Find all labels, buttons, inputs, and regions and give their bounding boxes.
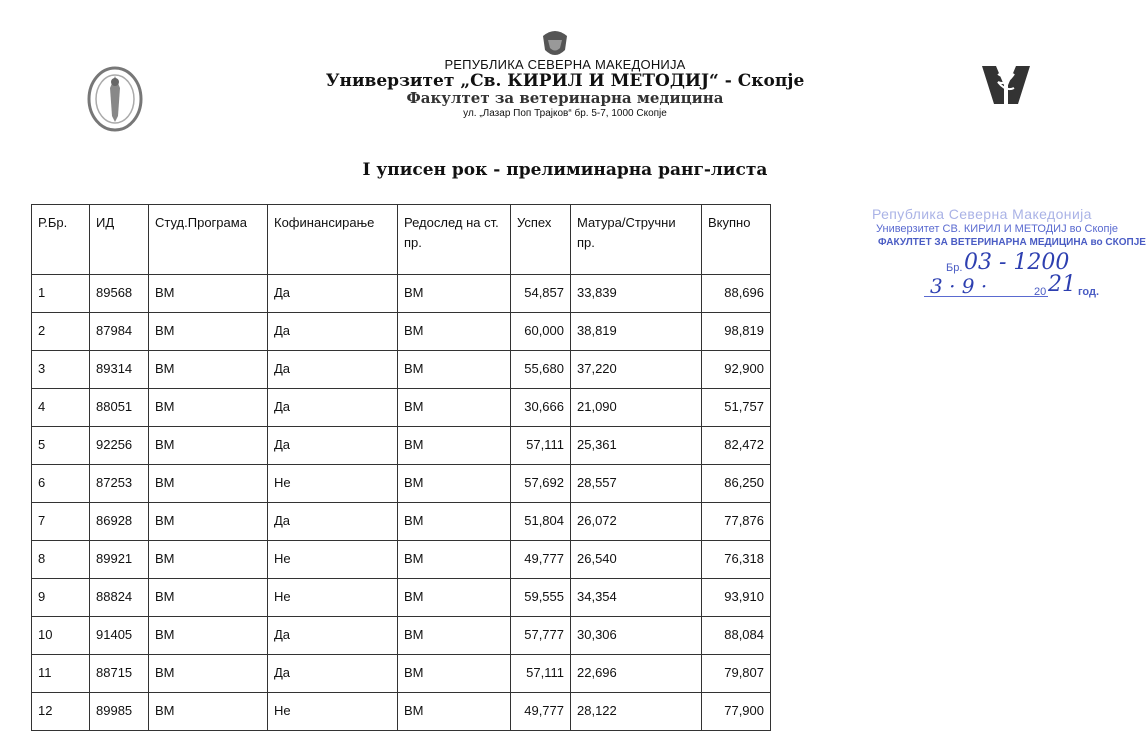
table-cell: 2 <box>32 313 90 351</box>
stamp-faculty: ФАКУЛТЕТ ЗА ВЕТЕРИНАРНА МЕДИЦИНА во СКОПЈЕ <box>878 237 1146 248</box>
table-cell: ВМ <box>149 693 268 731</box>
veterinary-caduceus-icon <box>978 62 1034 108</box>
table-cell: 98,819 <box>702 313 771 351</box>
table-cell: 10 <box>32 617 90 655</box>
table-row <box>32 655 771 693</box>
table-cell: ВМ <box>398 427 511 465</box>
table-row <box>32 351 771 389</box>
table-cell: 77,876 <box>702 503 771 541</box>
faculty-name: Факултет за ветеринарна медицина <box>406 89 724 107</box>
table-cell: ВМ <box>398 313 511 351</box>
table-cell: 88,696 <box>702 275 771 313</box>
stamp-year: 21 <box>1048 272 1076 297</box>
table-cell: 5 <box>32 427 90 465</box>
table-cell: Да <box>268 389 398 427</box>
table-cell: 26,540 <box>571 541 702 579</box>
table-row <box>32 465 771 503</box>
table-cell: 86928 <box>90 503 149 541</box>
table-row <box>32 313 771 351</box>
table-cell: 87984 <box>90 313 149 351</box>
stamp-number-label: Бр. <box>946 262 963 274</box>
table-cell: ВМ <box>398 579 511 617</box>
stamp-university: Универзитет СВ. КИРИЛ И МЕТОДИЈ во Скопје <box>876 223 1119 235</box>
table-cell: ВМ <box>149 617 268 655</box>
table-cell: 12 <box>32 693 90 731</box>
column-header: Матура/Стручни пр. <box>571 205 702 275</box>
ranking-table <box>31 204 771 731</box>
table-cell: 77,900 <box>702 693 771 731</box>
stamp-country: Република Северна Македонија <box>872 206 1092 222</box>
table-cell: Да <box>268 655 398 693</box>
stamp-date: 3 · 9 · <box>930 274 988 298</box>
table-cell: ВМ <box>149 465 268 503</box>
table-cell: 55,680 <box>511 351 571 389</box>
table-cell: 89985 <box>90 693 149 731</box>
table-cell: Не <box>268 579 398 617</box>
table-row <box>32 503 771 541</box>
table-cell: Да <box>268 617 398 655</box>
table-row <box>32 693 771 731</box>
table-cell: 33,839 <box>571 275 702 313</box>
table-row <box>32 389 771 427</box>
table-cell: ВМ <box>398 389 511 427</box>
university-seal-icon <box>86 66 144 132</box>
table-cell: 87253 <box>90 465 149 503</box>
column-header: Вкупно <box>702 205 771 275</box>
table-row <box>32 617 771 655</box>
table-cell: 76,318 <box>702 541 771 579</box>
table-cell: 3 <box>32 351 90 389</box>
table-cell: Да <box>268 427 398 465</box>
table-cell: 88715 <box>90 655 149 693</box>
table-cell: Не <box>268 465 398 503</box>
table-cell: 60,000 <box>511 313 571 351</box>
table-cell: 54,857 <box>511 275 571 313</box>
table-row <box>32 427 771 465</box>
table-row <box>32 275 771 313</box>
table-cell: 26,072 <box>571 503 702 541</box>
table-cell: ВМ <box>149 313 268 351</box>
table-cell: 92,900 <box>702 351 771 389</box>
table-cell: Не <box>268 693 398 731</box>
table-cell: 51,804 <box>511 503 571 541</box>
table-cell: 21,090 <box>571 389 702 427</box>
table-cell: 34,354 <box>571 579 702 617</box>
table-cell: ВМ <box>398 693 511 731</box>
table-cell: 11 <box>32 655 90 693</box>
table-cell: Да <box>268 351 398 389</box>
table-row <box>32 541 771 579</box>
table-cell: 57,111 <box>511 655 571 693</box>
table-cell: 93,910 <box>702 579 771 617</box>
table-row <box>32 579 771 617</box>
address: ул. „Лазар Поп Трајков“ бр. 5-7, 1000 Скопје <box>463 108 667 119</box>
table-cell: 49,777 <box>511 693 571 731</box>
stamp-year-prefix: 20 <box>1034 286 1047 298</box>
table-cell: 7 <box>32 503 90 541</box>
table-cell: 8 <box>32 541 90 579</box>
table-cell: 28,557 <box>571 465 702 503</box>
table-cell: 82,472 <box>702 427 771 465</box>
university-name: Универзитет „Св. КИРИЛ И МЕТОДИЈ“ - Скопје <box>325 71 805 91</box>
table-cell: ВМ <box>149 655 268 693</box>
document-title: I уписен рок - прелиминарна ранг-листа <box>362 160 768 180</box>
table-cell: ВМ <box>149 541 268 579</box>
table-cell: 57,777 <box>511 617 571 655</box>
table-cell: 4 <box>32 389 90 427</box>
table-cell: 1 <box>32 275 90 313</box>
column-header: Студ.Програма <box>149 205 268 275</box>
table-cell: ВМ <box>149 503 268 541</box>
column-header: Успех <box>511 205 571 275</box>
letterhead <box>300 28 830 122</box>
table-cell: ВМ <box>149 389 268 427</box>
table-cell: 28,122 <box>571 693 702 731</box>
table-cell: ВМ <box>149 427 268 465</box>
table-cell: ВМ <box>398 351 511 389</box>
table-cell: ВМ <box>398 617 511 655</box>
table-cell: 9 <box>32 579 90 617</box>
table-cell: 88051 <box>90 389 149 427</box>
table-cell: ВМ <box>398 541 511 579</box>
table-cell: 57,692 <box>511 465 571 503</box>
stamp-date-line <box>924 296 1048 297</box>
table-cell: 88824 <box>90 579 149 617</box>
column-header: ИД <box>90 205 149 275</box>
table-cell: ВМ <box>149 351 268 389</box>
registration-stamp <box>872 206 1148 308</box>
stamp-number: 03 - 1200 <box>964 250 1070 275</box>
table-cell: 22,696 <box>571 655 702 693</box>
table-cell: 30,306 <box>571 617 702 655</box>
table-cell: 89568 <box>90 275 149 313</box>
table-cell: 49,777 <box>511 541 571 579</box>
table-cell: 92256 <box>90 427 149 465</box>
country-name: РЕПУБЛИКА СЕВЕРНА МАКЕДОНИЈА <box>444 57 686 72</box>
table-cell: 88,084 <box>702 617 771 655</box>
table-cell: 51,757 <box>702 389 771 427</box>
table-cell: Да <box>268 275 398 313</box>
table-cell: 59,555 <box>511 579 571 617</box>
table-cell: 79,807 <box>702 655 771 693</box>
table-cell: Да <box>268 313 398 351</box>
table-cell: 57,111 <box>511 427 571 465</box>
table-cell: 37,220 <box>571 351 702 389</box>
table-cell: 38,819 <box>571 313 702 351</box>
table-cell: 89921 <box>90 541 149 579</box>
column-header: Редослед на ст. пр. <box>398 205 511 275</box>
table-cell: 91405 <box>90 617 149 655</box>
table-cell: 30,666 <box>511 389 571 427</box>
table-cell: ВМ <box>149 275 268 313</box>
table-cell: 25,361 <box>571 427 702 465</box>
column-header: Р.Бр. <box>32 205 90 275</box>
table-header-row <box>32 205 771 275</box>
table-cell: 89314 <box>90 351 149 389</box>
column-header: Кофинансирање <box>268 205 398 275</box>
table-cell: ВМ <box>398 655 511 693</box>
table-cell: Да <box>268 503 398 541</box>
table-cell: ВМ <box>398 503 511 541</box>
table-cell: 86,250 <box>702 465 771 503</box>
stamp-year-suffix: год. <box>1078 286 1100 298</box>
table-cell: Не <box>268 541 398 579</box>
table-cell: 6 <box>32 465 90 503</box>
table-cell: ВМ <box>149 579 268 617</box>
table-cell: ВМ <box>398 465 511 503</box>
table-cell: ВМ <box>398 275 511 313</box>
